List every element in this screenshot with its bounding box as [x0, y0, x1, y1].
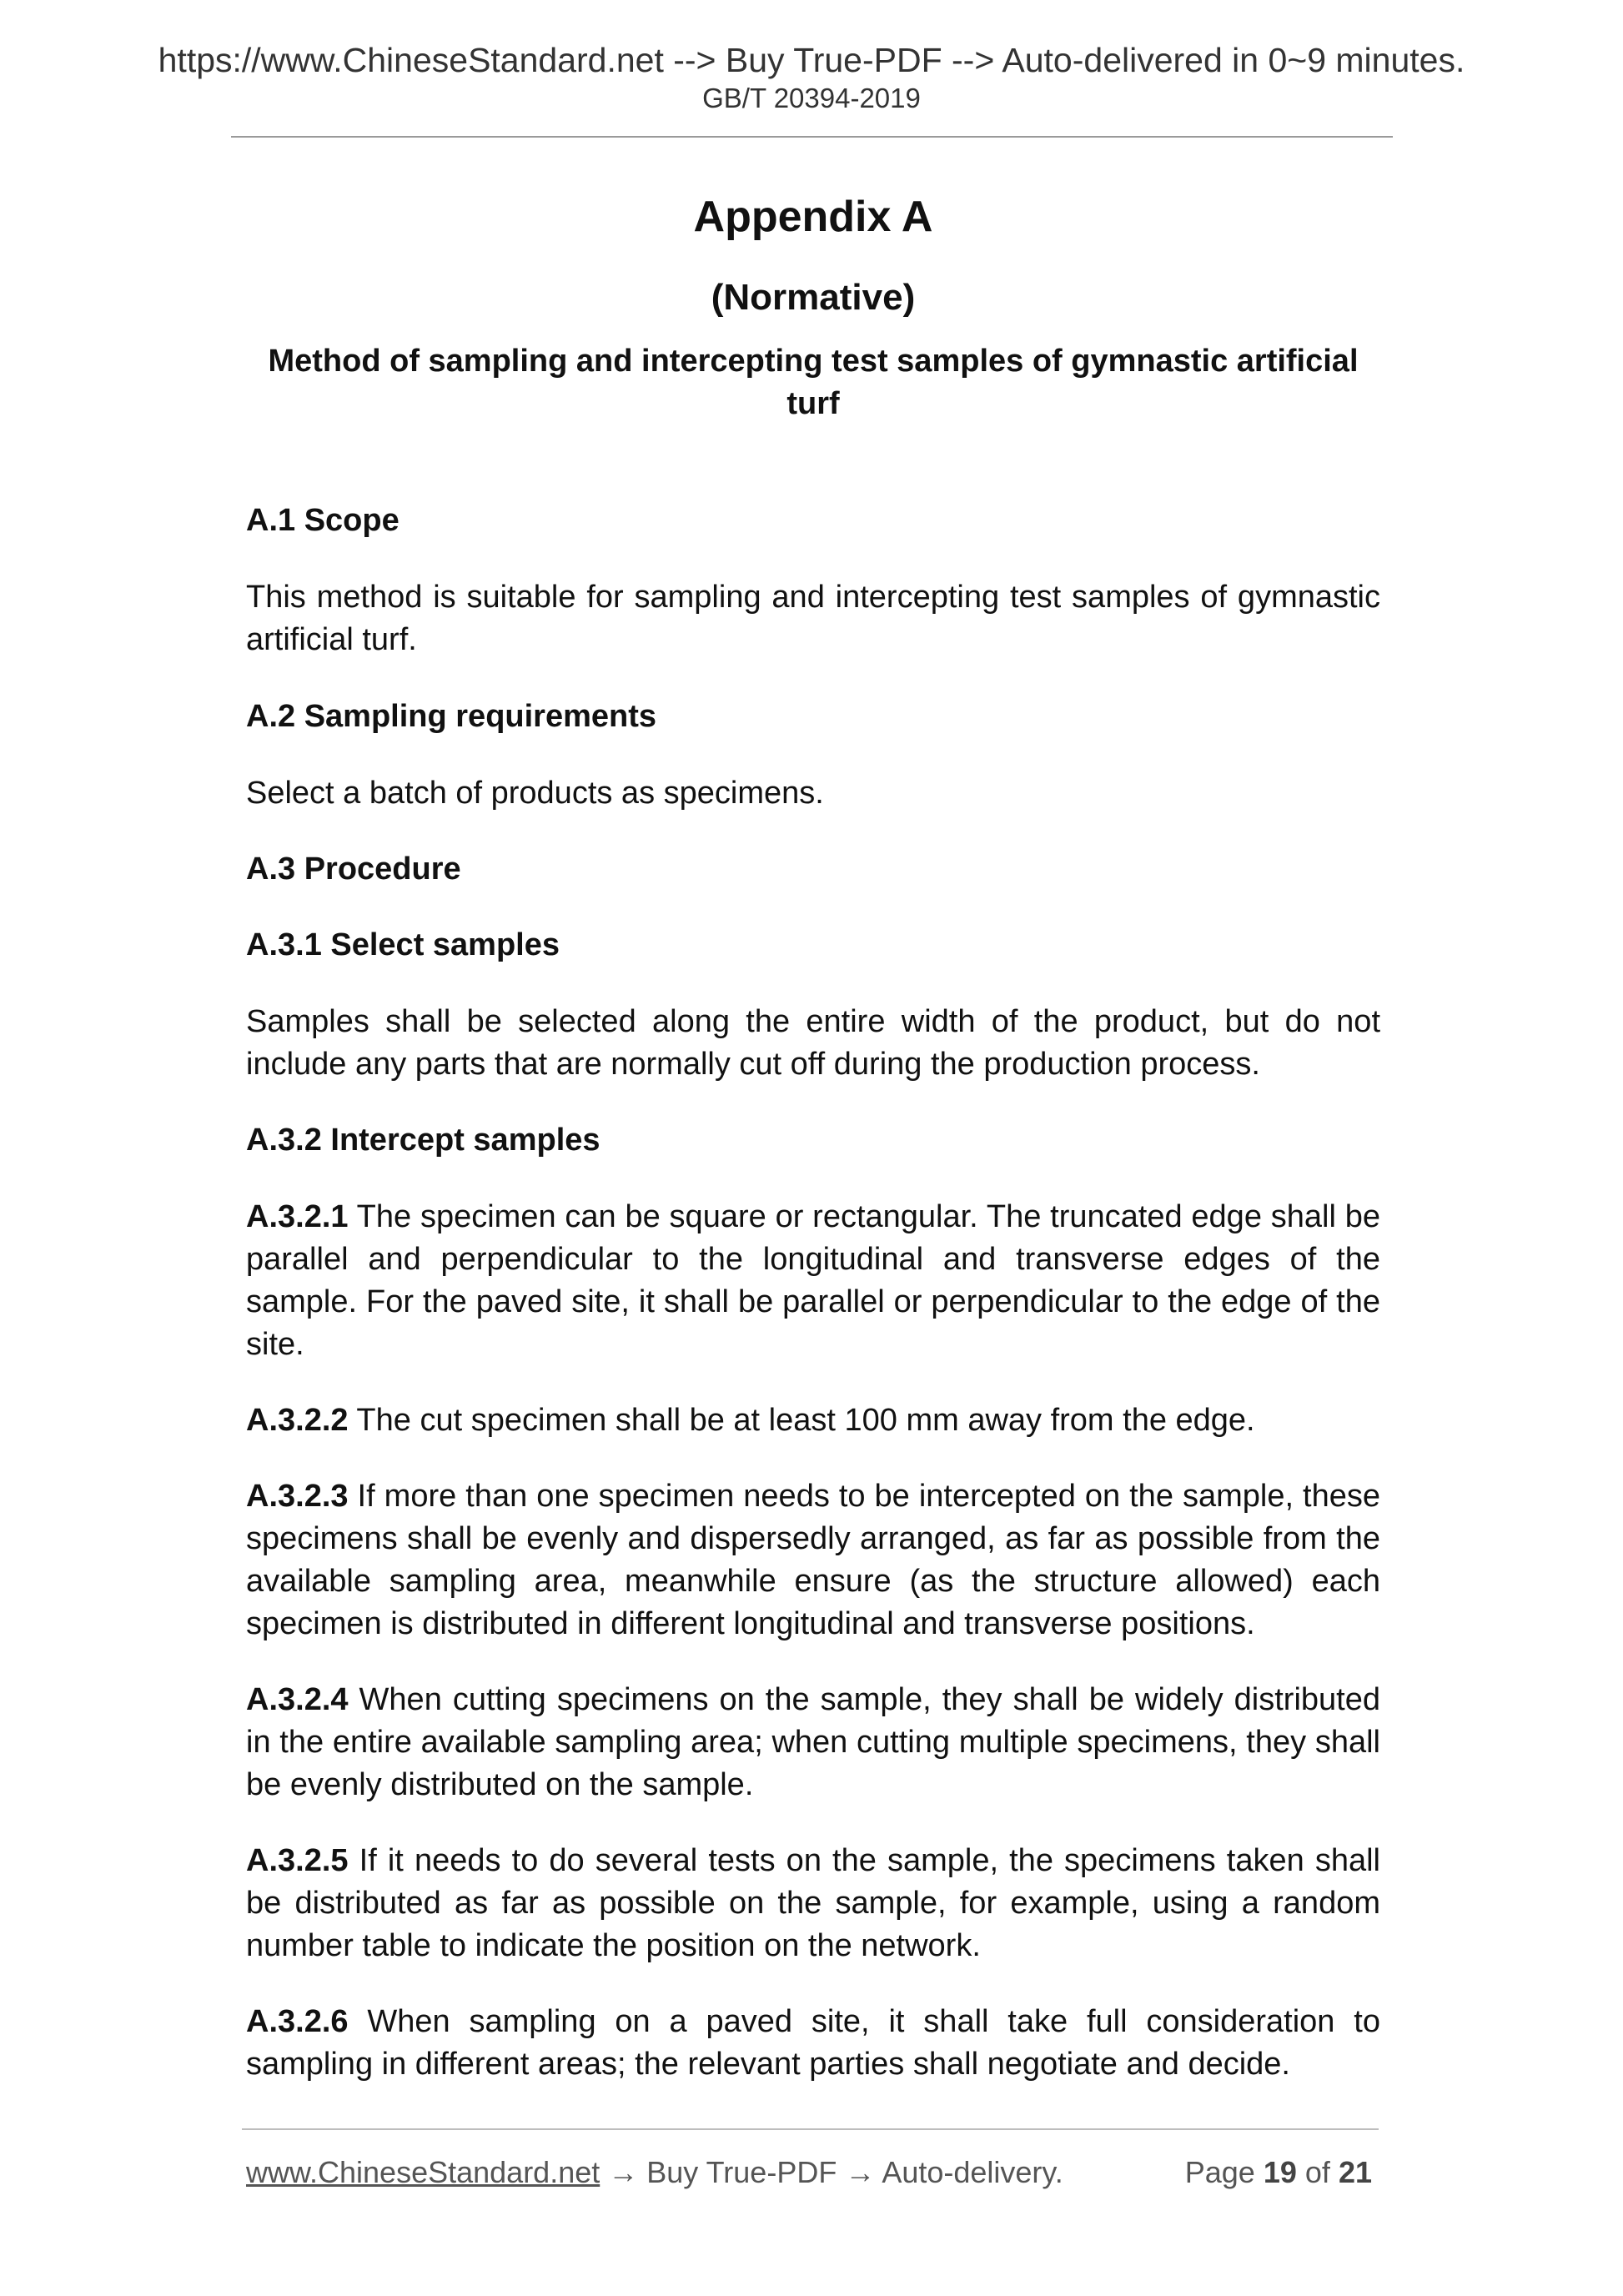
clause-text: If more than one specimen needs to be intercepted on the sample, these specimens shall be evenly and dispersedly arranged, as far as possible from the available sampling area, meanwhile ensure (as the structure allowed) each specimen is distributed in different longitudinal and transverse positions.	[246, 1479, 1380, 1641]
footer-site-link[interactable]: www.ChineseStandard.net	[246, 2155, 600, 2189]
footer-divider	[242, 2128, 1379, 2130]
total-pages-number: 21	[1338, 2155, 1372, 2189]
clause-a3-2-3	[246, 1475, 1380, 1645]
clause-number: A.3.2.1	[246, 1199, 349, 1234]
clause-a3-2-5	[246, 1840, 1380, 1967]
section-text-a31: Samples shall be selected along the entire width of the product, but do not include any parts that are normally cut off during the production process.	[246, 1004, 1380, 1082]
current-page-number: 19	[1263, 2155, 1297, 2189]
clause-text: The cut specimen shall be at least 100 mm away from the edge.	[348, 1403, 1255, 1438]
section-heading-a3: A.3 Procedure	[246, 852, 461, 887]
clause-text: When cutting specimens on the sample, they shall be widely distributed in the entire available sampling area; when cutting multiple specimens, they shall be evenly distributed on the sample.	[246, 1682, 1380, 1802]
appendix-subtitle: (Normative)	[711, 277, 916, 318]
section-text-a1: This method is suitable for sampling and intercepting test samples of gymnastic artificial turf.	[246, 580, 1380, 657]
section-heading-a32: A.3.2 Intercept samples	[246, 1123, 600, 1158]
top-banner: https://www.ChineseStandard.net --> Buy True-PDF --> Auto-delivered in 0~9 minutes.	[158, 41, 1465, 79]
section-heading-a2: A.2 Sampling requirements	[246, 699, 657, 734]
clause-a3-2-2	[246, 1399, 1380, 1442]
clause-text: If it needs to do several tests on the sample, the specimens taken shall be distributed as far as possible on the sample, for example, using a random number table to indicate the position on the network.	[246, 1843, 1380, 1963]
header-divider	[231, 136, 1393, 138]
clause-number: A.3.2.3	[246, 1479, 349, 1514]
appendix-heading-line-1: Method of sampling and intercepting test samples of gymnastic artificial	[268, 344, 1359, 379]
footer-promo	[246, 2154, 1063, 2191]
clause-a3-2-1	[246, 1196, 1380, 1366]
appendix-heading	[246, 340, 1380, 425]
clause-number: A.3.2.5	[246, 1843, 349, 1878]
section-heading-a1: A.1 Scope	[246, 503, 399, 538]
appendix-title: Appendix A	[693, 193, 933, 241]
clause-number: A.3.2.6	[246, 2004, 349, 2039]
page-indicator	[1185, 2154, 1372, 2191]
clause-text: When sampling on a paved site, it shall take full consideration to sampling in different areas; the relevant parties shall negotiate and decide.	[246, 2004, 1380, 2082]
appendix-heading-line-2: turf	[786, 386, 840, 421]
clause-a3-2-6	[246, 2001, 1380, 2086]
section-text-a2: Select a batch of products as specimens.	[246, 776, 824, 811]
page-label: Page	[1184, 2155, 1255, 2189]
document-code: GB/T 20394-2019	[702, 83, 921, 113]
clause-number: A.3.2.4	[246, 1682, 349, 1717]
of-label: of	[1304, 2155, 1330, 2189]
page-content	[246, 190, 1380, 2086]
clause-number: A.3.2.2	[246, 1403, 349, 1438]
footer-tagline: → Buy True-PDF → Auto-delivery.	[600, 2155, 1063, 2189]
clause-text: The specimen can be square or rectangular. The truncated edge shall be parallel and perpendicular to the longitudinal and transverse edges of the sample. For the paved site, it shall be parallel or perpendicular to the edge of the site.	[246, 1199, 1380, 1362]
section-heading-a31: A.3.1 Select samples	[246, 927, 560, 962]
clause-a3-2-4	[246, 1679, 1380, 1806]
